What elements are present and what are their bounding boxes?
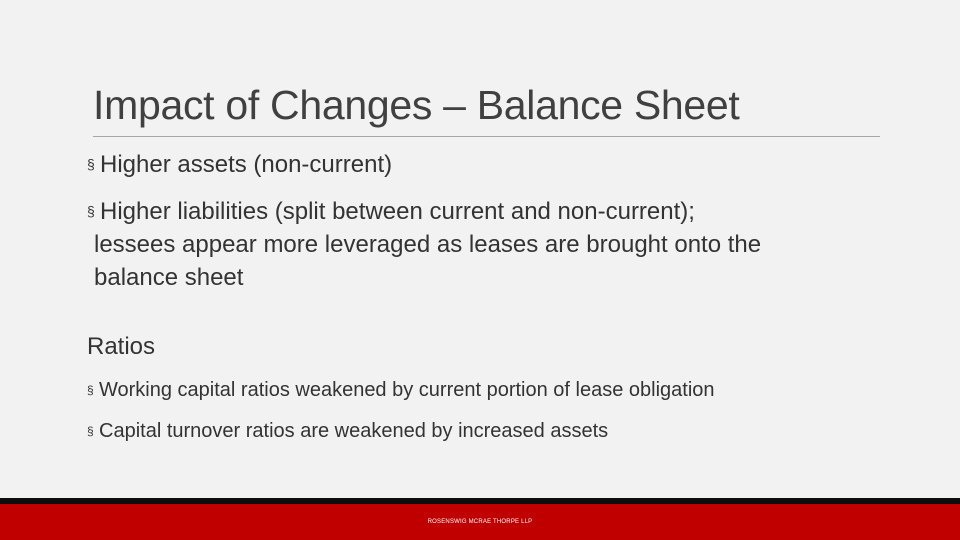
footer-firm-name: ROSENSWIG MCRAE THORPE LLP [427, 519, 533, 525]
bullet-marker-icon: § [87, 156, 95, 172]
sub-bullet-text: Working capital ratios weakened by current portion of lease obligation [99, 379, 715, 401]
bullet-text: Higher liabilities (split between current and non-current); [100, 198, 695, 225]
sub-bullet-item-2 [87, 420, 608, 443]
bullet-marker-icon: § [87, 203, 95, 219]
bullet-text: Higher assets (non-current) [100, 151, 393, 178]
bullet-marker-icon: § [87, 383, 94, 397]
bullet-marker-icon: § [87, 424, 94, 438]
bullet-text-continuation: lessees appear more leveraged as leases are brought onto the [94, 231, 762, 258]
title-divider [93, 136, 880, 137]
bullet-item-2 [87, 195, 877, 294]
bullet-text-continuation: balance sheet [94, 264, 244, 291]
sub-bullet-text: Capital turnover ratios are weakened by increased assets [99, 420, 609, 442]
bullet-item-1 [87, 148, 877, 181]
sub-bullet-item-1 [87, 379, 715, 402]
slide-title: Impact of Changes – Balance Sheet [93, 82, 740, 128]
ratios-subheading: Ratios [87, 333, 156, 360]
